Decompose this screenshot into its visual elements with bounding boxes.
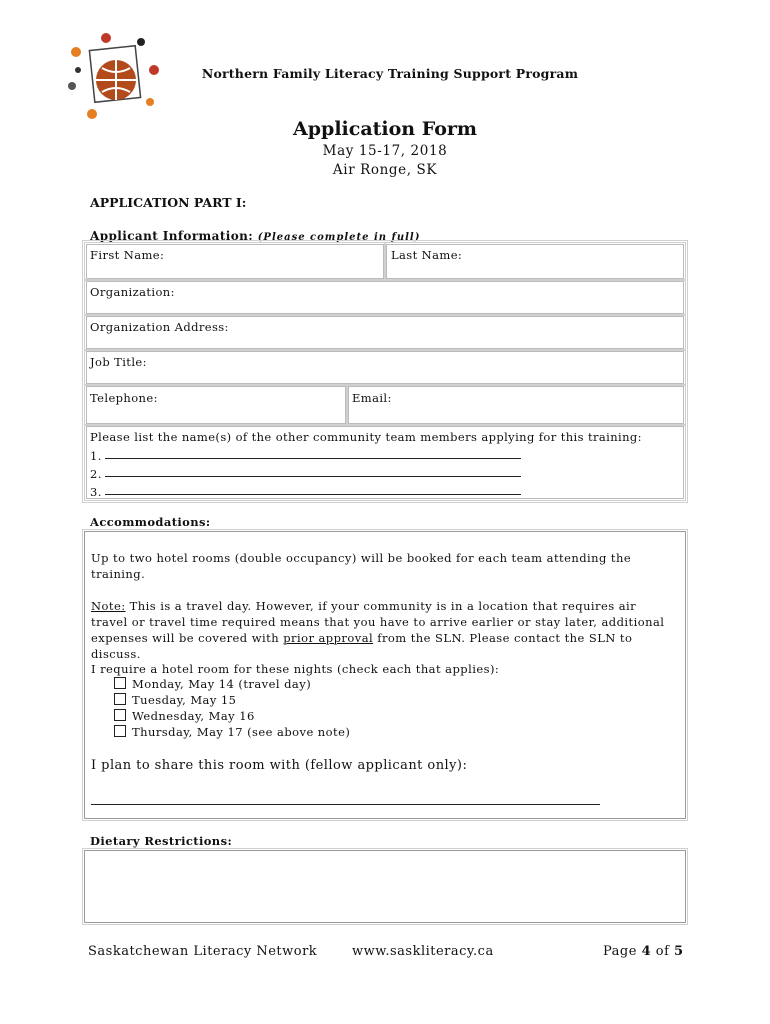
page-mid: of <box>651 944 675 959</box>
literacy-network-logo <box>64 28 174 124</box>
team-members-prompt: Please list the name(s) of the other community team members applying for this training: <box>90 430 642 444</box>
night-wednesday-label: Wednesday, May 16 <box>132 709 255 723</box>
night-tuesday-checkbox[interactable] <box>114 693 126 705</box>
program-name: Northern Family Literacy Training Support Program <box>201 66 579 81</box>
night-thursday-checkbox[interactable] <box>114 725 126 737</box>
night-monday-checkbox[interactable] <box>114 677 126 689</box>
form-title: Application Form <box>293 118 477 140</box>
night-monday-label: Monday, May 14 (travel day) <box>132 677 312 691</box>
night-thursday-label: Thursday, May 17 (see above note) <box>132 725 351 739</box>
event-dates: May 15-17, 2018 <box>322 143 448 159</box>
first-name-label: First Name: <box>90 248 165 262</box>
team-line-1-number: 1. <box>90 449 102 463</box>
team-line-2-number: 2. <box>90 467 102 481</box>
job-title-label: Job Title: <box>90 355 147 369</box>
share-room-prompt: I plan to share this room with (fellow applicant only): <box>91 758 468 773</box>
page-total: 5 <box>674 944 684 959</box>
note-prior-approval: prior approval <box>283 631 374 645</box>
footer-website[interactable]: www.saskliteracy.ca <box>352 944 494 959</box>
night-wednesday-checkbox[interactable] <box>114 709 126 721</box>
telephone-label: Telephone: <box>90 391 158 405</box>
job-title-cell[interactable] <box>86 351 684 384</box>
last-name-label: Last Name: <box>391 248 463 262</box>
applicant-heading-note: (Please complete in full) <box>257 232 421 243</box>
dietary-heading: Dietary Restrictions: <box>90 834 233 848</box>
applicant-heading-text: Applicant Information: <box>90 229 254 243</box>
share-room-line[interactable] <box>91 790 600 805</box>
dietary-box[interactable] <box>84 850 686 923</box>
applicant-heading <box>90 229 420 243</box>
team-line-1[interactable] <box>105 446 521 459</box>
team-line-2[interactable] <box>105 464 521 477</box>
footer-organization: Saskatchewan Literacy Network <box>88 944 318 959</box>
note-text-2: from the SLN. Please contact the SLN to discuss. <box>91 631 633 661</box>
organization-label: Organization: <box>90 285 175 299</box>
event-location: Air Ronge, SK <box>332 162 438 178</box>
page-prefix: Page <box>603 944 642 959</box>
organization-address-label: Organization Address: <box>90 320 229 334</box>
organization-cell[interactable] <box>86 281 684 314</box>
email-label: Email: <box>352 391 392 405</box>
part-label: APPLICATION PART I: <box>90 195 247 210</box>
accommodations-intro: Up to two hotel rooms (double occupancy) will be booked for each team attending the training. <box>91 551 632 581</box>
accommodations-heading: Accommodations: <box>90 515 211 529</box>
note-label: Note: <box>91 599 126 613</box>
team-line-3[interactable] <box>105 482 521 495</box>
team-line-3-number: 3. <box>90 485 102 499</box>
accommodations-note <box>91 598 676 662</box>
footer-page-number <box>603 944 684 959</box>
note-text-1: This is a travel day. However, if your community is in a location that requires air travel or travel time required means that you have to arrive earlier or stay later, additional expenses will be covered with <box>91 599 665 645</box>
night-tuesday-label: Tuesday, May 15 <box>132 693 237 707</box>
nights-prompt: I require a hotel room for these nights (check each that applies): <box>91 662 500 676</box>
page-current: 4 <box>641 944 652 959</box>
email-cell[interactable] <box>348 386 684 424</box>
